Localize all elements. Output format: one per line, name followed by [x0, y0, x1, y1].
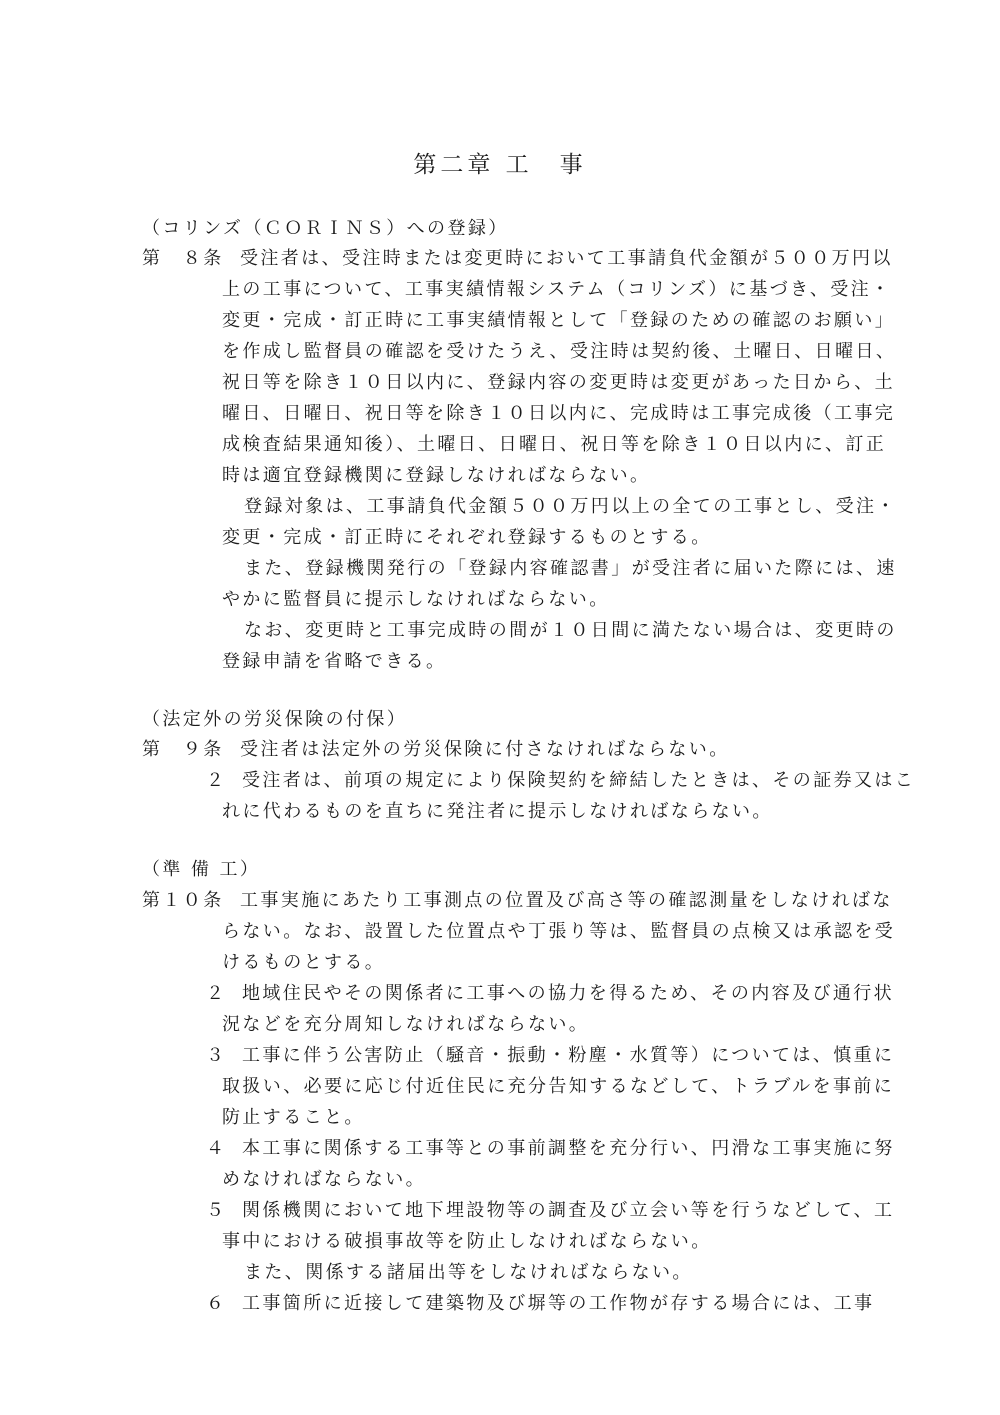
article-text-line: けるものとする。: [222, 952, 386, 973]
article-text-line: 上の工事について、工事実績情報システム（コリンズ）に基づき、受注・: [222, 279, 892, 300]
article-text-line: 曜日、日曜日、祝日等を除き１０日以内に、完成時は工事完成後（工事完: [222, 403, 896, 424]
article-text-line: 工事実施にあたり工事測点の位置及び高さ等の確認測量をしなければな: [240, 890, 893, 911]
article-heading: （準 備 工）: [142, 859, 261, 880]
article-text-line: を作成し監督員の確認を受けたうえ、受注時は契約後、土曜日、日曜日、: [222, 341, 897, 362]
article-text-line: 時は適宜登録機関に登録しなければならない。: [222, 465, 651, 486]
paragraph-line: 登録対象は、工事請負代金額５００万円以上の全ての工事とし、受注・: [244, 496, 897, 517]
item-text-line: 況などを充分周知しなければならない。: [222, 1014, 590, 1035]
article-heading: （コリンズ（ＣＯＲＩＮＳ）への登録）: [142, 218, 509, 239]
article-text-line: 祝日等を除き１０日以内に、登録内容の変更時は変更があった日から、土: [222, 372, 896, 393]
item-number: ５: [206, 1200, 227, 1221]
item-number: ４: [206, 1138, 227, 1159]
item-text-line: めなければならない。: [222, 1169, 426, 1190]
item-number: ６: [206, 1293, 227, 1314]
item-number: ２: [206, 983, 227, 1004]
item-text-line: 工事箇所に近接して建築物及び塀等の工作物が存する場合には、工事: [242, 1293, 875, 1314]
paragraph-line: 変更・完成・訂正時にそれぞれ登録するものとする。: [222, 527, 712, 548]
paragraph-line: やかに監督員に提示しなければならない。: [222, 589, 610, 610]
item-text-line: 工事に伴う公害防止（騒音・振動・粉塵・水質等）については、慎重に: [242, 1045, 895, 1066]
paragraph-line: また、登録機関発行の「登録内容確認書」が受注者に届いた際には、速: [244, 558, 897, 579]
paragraph-line: 登録申請を省略できる。: [222, 651, 447, 672]
item-number: ２: [206, 770, 227, 791]
article-label: 第 ８条: [142, 248, 224, 269]
item-text-line: 地域住民やその関係者に工事への協力を得るため、その内容及び通行状: [242, 983, 895, 1004]
item-text-line: 防止すること。: [222, 1107, 365, 1128]
article-text-line: らない。なお、設置した位置点や丁張り等は、監督員の点検又は承認を受: [222, 921, 896, 942]
item-text-line: 関係機関において地下埋設物等の調査及び立会い等を行うなどして、工: [242, 1200, 895, 1221]
article-text-line: 受注者は法定外の労災保険に付さなければならない。: [240, 739, 730, 760]
chapter-title: 第二章 工 事: [413, 152, 587, 178]
item-text-line: 取扱い、必要に応じ付近住民に充分告知するなどして、トラブルを事前に: [222, 1076, 895, 1097]
article-label: 第１０条: [142, 890, 224, 911]
item-text-line: 本工事に関係する工事等との事前調整を充分行い、円滑な工事実施に努: [242, 1138, 895, 1159]
article-text-line: 変更・完成・訂正時に工事実績情報として「登録のための確認のお願い」: [222, 310, 896, 331]
article-text-line: 受注者は、受注時または変更時において工事請負代金額が５００万円以: [240, 248, 893, 269]
article-heading: （法定外の労災保険の付保）: [142, 709, 408, 730]
article-text-line: 成検査結果通知後）、土曜日、日曜日、祝日等を除き１０日以内に、訂正: [222, 434, 887, 455]
item-number: ３: [206, 1045, 227, 1066]
item-extra-line: また、関係する諸届出等をしなければならない。: [244, 1262, 693, 1283]
item-text-line: 受注者は、前項の規定により保険契約を締結したときは、その証券又はこ: [242, 770, 916, 791]
item-text-line: 事中における破損事故等を防止しなければならない。: [222, 1231, 712, 1252]
article-label: 第 ９条: [142, 739, 224, 760]
paragraph-line: なお、変更時と工事完成時の間が１０日間に満たない場合は、変更時の: [244, 620, 897, 641]
item-text-line: れに代わるものを直ちに発注者に提示しなければならない。: [222, 801, 773, 822]
